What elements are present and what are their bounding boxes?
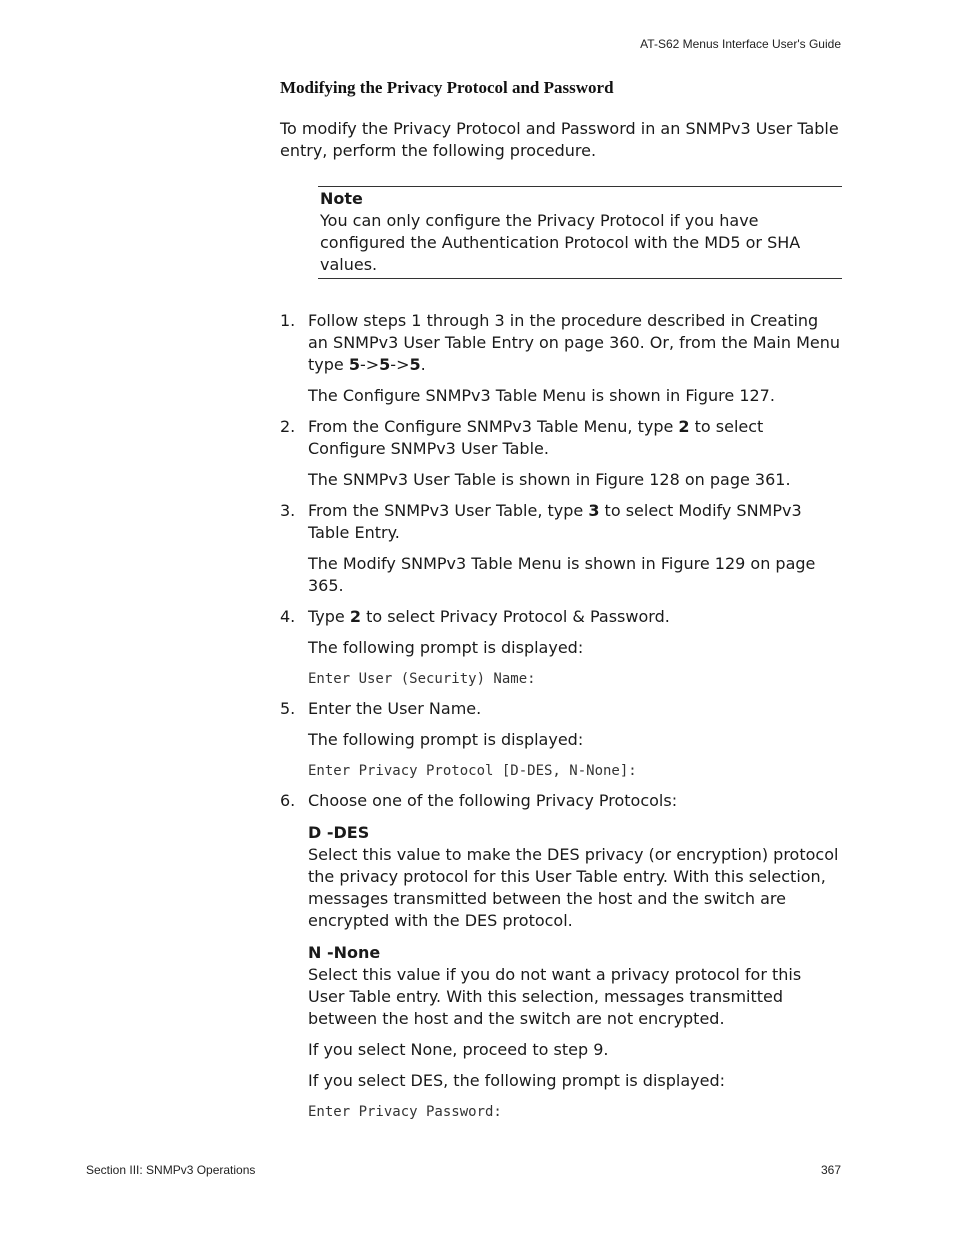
step-text: Follow steps 1 through 3 in the procedure described in Creating an SNMPv3 User Table Entry on page 360. Or, from the Main Menu type 5->5->5. [308, 311, 841, 374]
step-text: Enter the User Name. [308, 699, 482, 718]
step-number: 4. [280, 607, 296, 626]
procedure-steps [280, 310, 842, 1122]
option-desc-none: Select this value if you do not want a privacy protocol for this User Table entry. With this selection, messages transmitted between the host and the switch are not encrypted. [308, 965, 802, 1028]
step-number: 6. [280, 791, 296, 810]
option-title-des: D -DES [308, 823, 370, 842]
step-result: The Modify SNMPv3 Table Menu is shown in Figure 129 on page 365. [308, 554, 816, 595]
step-1 [280, 310, 842, 407]
step-number: 5. [280, 699, 296, 718]
step-6 [280, 790, 842, 1122]
note-text: You can only configure the Privacy Protocol if you have configured the Authentication Protocol with the MD5 or SHA values. [320, 211, 801, 274]
menu-key: 5 [409, 355, 421, 374]
console-prompt: Enter Privacy Password: [308, 1104, 502, 1120]
step-text: Choose one of the following Privacy Protocols: [308, 791, 678, 810]
step-number: 2. [280, 417, 296, 436]
menu-key: 5 [379, 355, 391, 374]
note-label: Note [320, 189, 363, 208]
option-title-none: N -None [308, 943, 381, 962]
step-2 [280, 416, 842, 491]
page-content [280, 78, 842, 1122]
step-result: The Configure SNMPv3 Table Menu is shown in Figure 127. [308, 386, 775, 405]
page-footer [86, 1163, 841, 1177]
note-box [318, 186, 842, 279]
step-5 [280, 698, 842, 781]
step-number: 3. [280, 501, 296, 520]
menu-key: 2 [678, 417, 690, 436]
step-number: 1. [280, 311, 296, 330]
footer-section: Section III: SNMPv3 Operations [86, 1163, 256, 1177]
menu-key: 2 [349, 607, 361, 626]
step-result: The following prompt is displayed: [308, 730, 584, 749]
step-4 [280, 606, 842, 689]
step-note: If you select DES, the following prompt is displayed: [308, 1071, 726, 1090]
step-note: If you select None, proceed to step 9. [308, 1040, 609, 1059]
step-3 [280, 500, 842, 597]
step-result: The SNMPv3 User Table is shown in Figure 128 on page 361. [308, 470, 791, 489]
step-text: Type 2 to select Privacy Protocol & Password. [308, 607, 670, 626]
page-number: 367 [820, 1163, 841, 1177]
menu-key: 3 [588, 501, 600, 520]
option-desc-des: Select this value to make the DES privacy (or encryption) protocol the privacy protocol for this User Table entry. With this selection, messages transmitted between the host and the switch are encrypted with the DES protocol. [308, 845, 839, 930]
menu-key: 5 [348, 355, 360, 374]
intro-paragraph: To modify the Privacy Protocol and Password in an SNMPv3 User Table entry, perform the following procedure. [280, 119, 839, 160]
console-prompt: Enter Privacy Protocol [D-DES, N-None]: [308, 763, 637, 779]
step-text: From the Configure SNMPv3 Table Menu, type 2 to select Configure SNMPv3 User Table. [308, 417, 764, 458]
step-text: From the SNMPv3 User Table, type 3 to select Modify SNMPv3 Table Entry. [308, 501, 802, 542]
step-result: The following prompt is displayed: [308, 638, 584, 657]
running-header: AT-S62 Menus Interface User's Guide [640, 37, 841, 51]
console-prompt: Enter User (Security) Name: [308, 671, 536, 687]
section-heading: Modifying the Privacy Protocol and Password [280, 78, 614, 97]
